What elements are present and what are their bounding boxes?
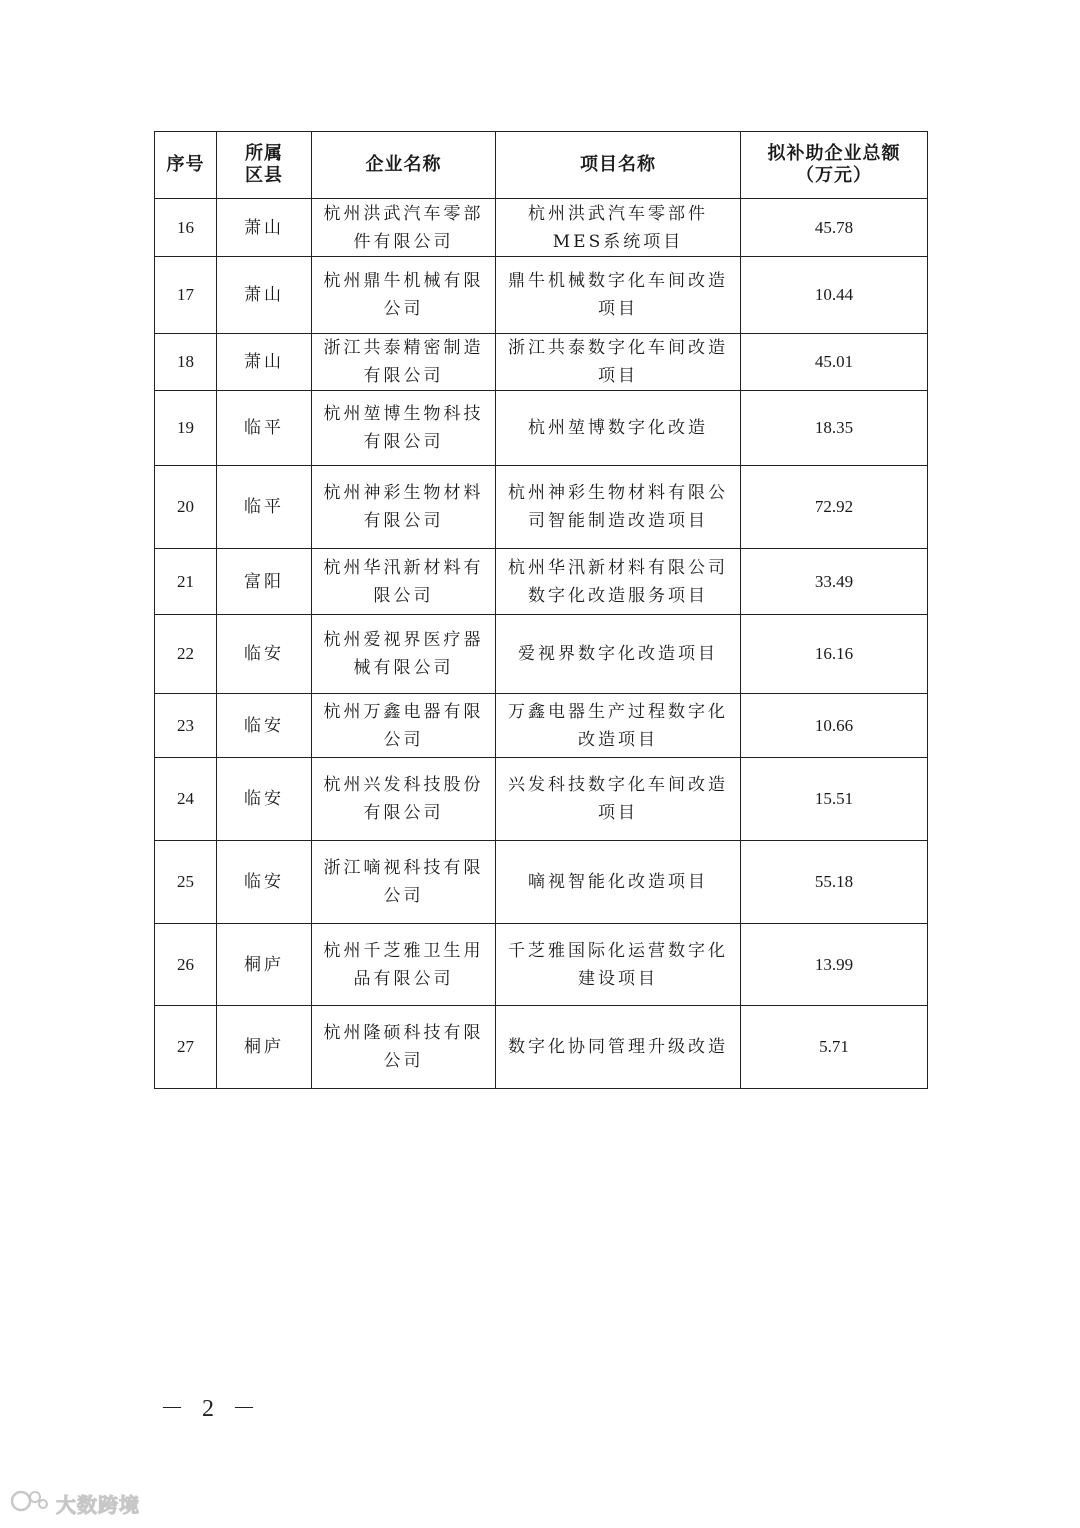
row-company: 浙江共泰精密制造有限公司 (312, 334, 496, 391)
row-amount: 13.99 (741, 924, 928, 1006)
table-row (155, 549, 928, 615)
table-row (155, 334, 928, 391)
row-index: 17 (155, 257, 217, 334)
row-company: 杭州华汛新材料有限公司 (312, 549, 496, 615)
row-company: 杭州兴发科技股份有限公司 (312, 758, 496, 841)
subsidy-table (154, 131, 928, 1089)
row-amount: 16.16 (741, 615, 928, 694)
row-district: 临安 (217, 694, 312, 758)
row-district: 临安 (217, 758, 312, 841)
table-row (155, 841, 928, 924)
table-row (155, 758, 928, 841)
row-project: 千芝雅国际化运营数字化建设项目 (496, 924, 741, 1006)
logo-mark-icon (10, 1488, 50, 1518)
header-amount (741, 132, 928, 199)
row-company: 杭州堃博生物科技有限公司 (312, 391, 496, 466)
row-amount: 15.51 (741, 758, 928, 841)
row-district: 萧山 (217, 257, 312, 334)
row-index: 20 (155, 466, 217, 549)
header-district (217, 132, 312, 199)
header-company: 企业名称 (312, 132, 496, 199)
row-project: 杭州华汛新材料有限公司数字化改造服务项目 (496, 549, 741, 615)
table-row (155, 694, 928, 758)
row-index: 22 (155, 615, 217, 694)
row-index: 21 (155, 549, 217, 615)
table-row (155, 199, 928, 257)
row-company: 杭州爱视界医疗器械有限公司 (312, 615, 496, 694)
row-district: 萧山 (217, 334, 312, 391)
row-company: 浙江嘀视科技有限公司 (312, 841, 496, 924)
row-district: 桐庐 (217, 924, 312, 1006)
row-project: 万鑫电器生产过程数字化改造项目 (496, 694, 741, 758)
page-number: － 2 － (160, 1396, 262, 1422)
row-amount: 45.01 (741, 334, 928, 391)
table-row (155, 257, 928, 334)
row-project: 嘀视智能化改造项目 (496, 841, 741, 924)
row-index: 16 (155, 199, 217, 257)
table-row (155, 466, 928, 549)
header-index: 序号 (155, 132, 217, 199)
table-row (155, 1006, 928, 1089)
row-index: 27 (155, 1006, 217, 1089)
row-index: 18 (155, 334, 217, 391)
row-company: 杭州万鑫电器有限公司 (312, 694, 496, 758)
row-index: 23 (155, 694, 217, 758)
row-project: 杭州洪武汽车零部件MES系统项目 (496, 199, 741, 257)
row-company: 杭州洪武汽车零部件有限公司 (312, 199, 496, 257)
row-company: 杭州鼎牛机械有限公司 (312, 257, 496, 334)
row-amount: 18.35 (741, 391, 928, 466)
row-district: 萧山 (217, 199, 312, 257)
row-project: 杭州神彩生物材料有限公司智能制造改造项目 (496, 466, 741, 549)
row-district: 临安 (217, 615, 312, 694)
row-index: 25 (155, 841, 217, 924)
header-district-line2: 区县 (245, 165, 283, 186)
row-company: 杭州神彩生物材料有限公司 (312, 466, 496, 549)
header-district-line1: 所属 (245, 143, 283, 164)
row-amount: 45.78 (741, 199, 928, 257)
table-header-row (155, 132, 928, 199)
row-amount: 72.92 (741, 466, 928, 549)
row-index: 19 (155, 391, 217, 466)
row-index: 24 (155, 758, 217, 841)
row-project: 鼎牛机械数字化车间改造项目 (496, 257, 741, 334)
table-row (155, 615, 928, 694)
row-amount: 55.18 (741, 841, 928, 924)
row-district: 桐庐 (217, 1006, 312, 1089)
row-amount: 10.44 (741, 257, 928, 334)
header-amount-line1: 拟补助企业总额 (767, 143, 901, 164)
row-project: 爱视界数字化改造项目 (496, 615, 741, 694)
row-amount: 10.66 (741, 694, 928, 758)
row-company: 杭州千芝雅卫生用品有限公司 (312, 924, 496, 1006)
row-district: 临平 (217, 466, 312, 549)
row-amount: 33.49 (741, 549, 928, 615)
row-project: 数字化协同管理升级改造 (496, 1006, 741, 1089)
row-district: 临平 (217, 391, 312, 466)
row-company: 杭州隆硕科技有限公司 (312, 1006, 496, 1089)
row-index: 26 (155, 924, 217, 1006)
row-district: 临安 (217, 841, 312, 924)
header-amount-line2: （万元） (796, 165, 872, 186)
row-project: 浙江共泰数字化车间改造项目 (496, 334, 741, 391)
row-project: 兴发科技数字化车间改造项目 (496, 758, 741, 841)
watermark (10, 1488, 140, 1518)
row-amount: 5.71 (741, 1006, 928, 1089)
watermark-text: 大数跨境 (56, 1492, 140, 1517)
table-row (155, 391, 928, 466)
row-district: 富阳 (217, 549, 312, 615)
header-project: 项目名称 (496, 132, 741, 199)
table-row (155, 924, 928, 1006)
row-project: 杭州堃博数字化改造 (496, 391, 741, 466)
